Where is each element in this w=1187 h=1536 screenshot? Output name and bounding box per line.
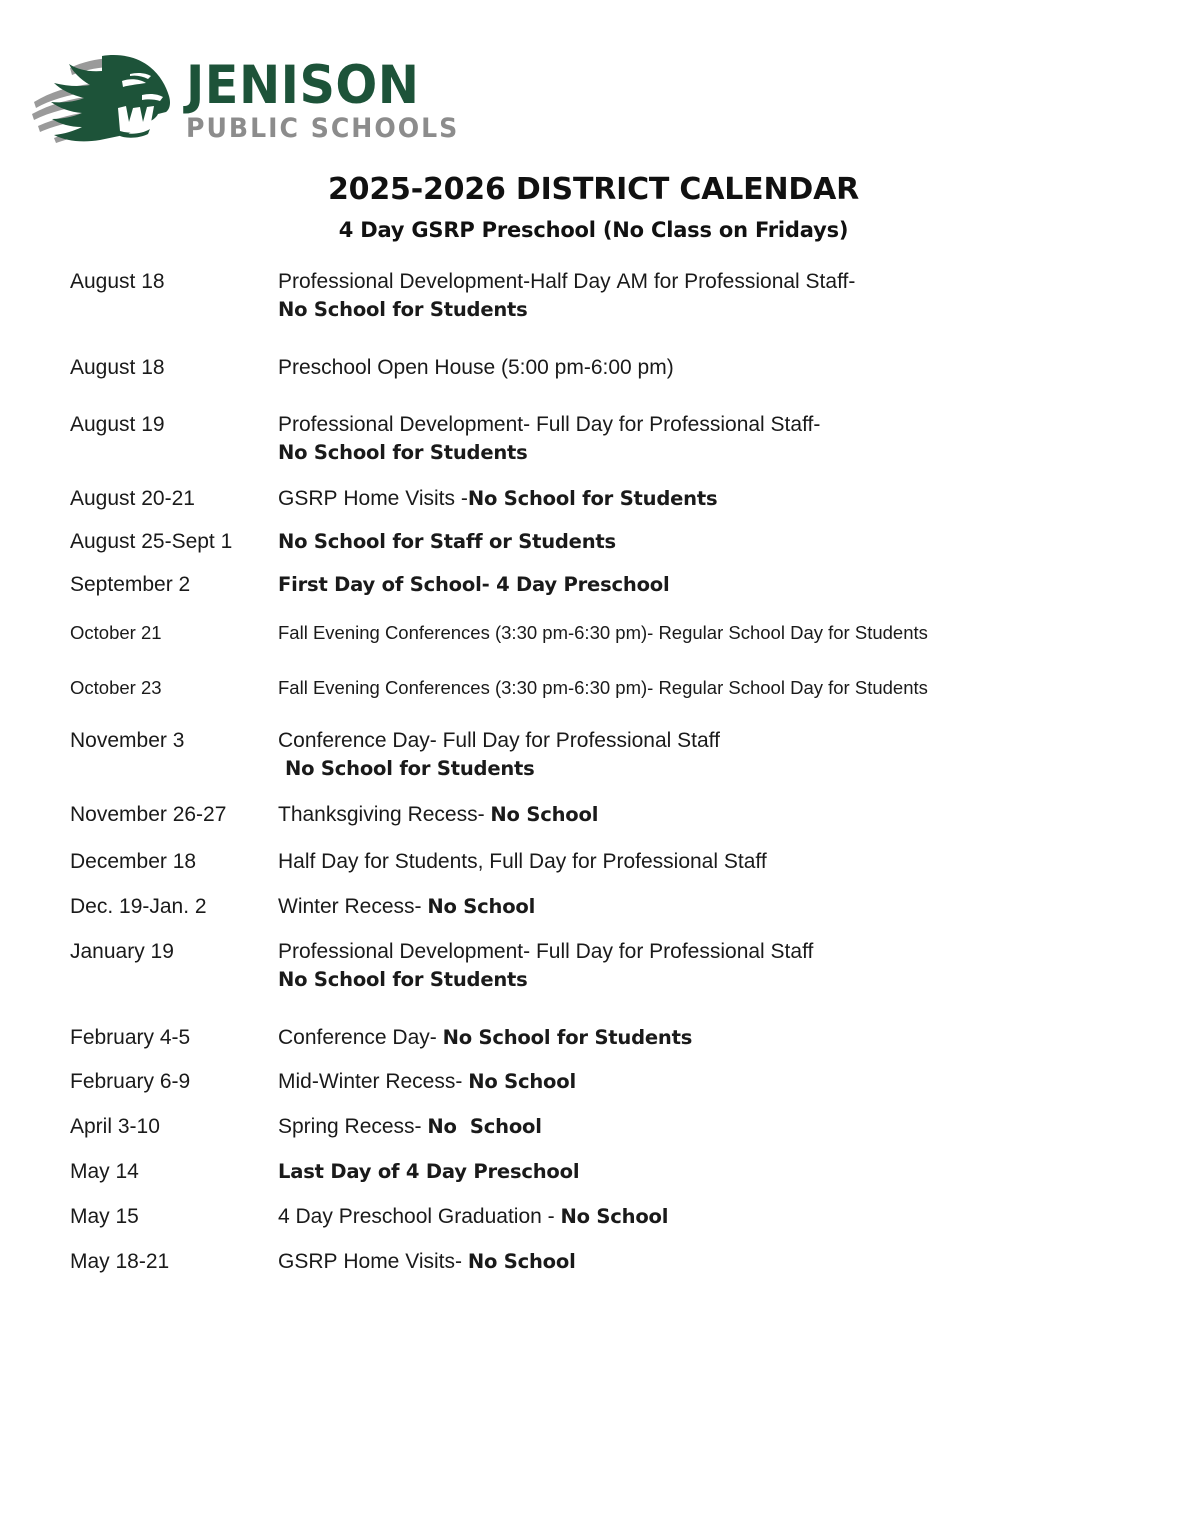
calendar-row-description: GSRP Home Visits -No School for Students bbox=[278, 486, 718, 510]
calendar-row-description: Thanksgiving Recess- No School bbox=[278, 802, 599, 826]
calendar-row-emphasis: No School bbox=[467, 1250, 576, 1274]
calendar-row-description: Winter Recess- No School bbox=[278, 894, 536, 918]
calendar-row bbox=[0, 620, 1187, 646]
calendar-row-description: Half Day for Students, Full Day for Professional Staff bbox=[278, 849, 767, 873]
calendar-row bbox=[0, 938, 1187, 994]
calendar-row-date: August 18 bbox=[70, 355, 165, 379]
calendar-row bbox=[0, 727, 1187, 783]
calendar-row-date: August 19 bbox=[70, 412, 165, 436]
calendar-row-date: September 2 bbox=[70, 572, 191, 596]
calendar-row-emphasis: No School for Students bbox=[442, 1025, 693, 1049]
calendar-row bbox=[0, 848, 1187, 877]
calendar-row-date: August 25-Sept 1 bbox=[70, 529, 233, 553]
district-logo bbox=[30, 48, 474, 153]
calendar-row-emphasis: Last Day of 4 Day Preschool bbox=[278, 1160, 580, 1184]
calendar-row-date: February 6-9 bbox=[70, 1070, 191, 1094]
calendar-row bbox=[0, 1113, 1187, 1142]
jenison-wildcat-head-icon bbox=[30, 48, 180, 153]
calendar-row bbox=[0, 411, 1187, 467]
calendar-row-date: December 18 bbox=[70, 849, 197, 873]
calendar-row bbox=[0, 893, 1187, 922]
logo-wordmark: JENISON bbox=[186, 54, 420, 116]
calendar-row-emphasis: No School bbox=[468, 1070, 576, 1094]
calendar-row-date: October 21 bbox=[70, 621, 162, 643]
calendar-row-emphasis: No School bbox=[560, 1205, 669, 1229]
calendar-row-description: Mid-Winter Recess- No School bbox=[278, 1070, 576, 1094]
calendar-row-emphasis: No School bbox=[490, 802, 599, 826]
calendar-row-description: Conference Day- Full Day for Professional Staff No School for Students bbox=[278, 727, 1187, 783]
calendar-row-date: February 4-5 bbox=[70, 1025, 191, 1049]
calendar-row-description: Fall Evening Conferences (3:30 pm-6:30 pm)- Regular School Day for Students bbox=[278, 621, 928, 643]
calendar-row-date: Dec. 19-Jan. 2 bbox=[70, 894, 207, 918]
calendar-row bbox=[0, 354, 1187, 383]
page-subtitle: 4 Day GSRP Preschool (No Class on Fridays) bbox=[338, 218, 849, 242]
calendar-row-description: GSRP Home Visits- No School bbox=[278, 1250, 576, 1274]
calendar-row bbox=[0, 268, 1187, 324]
calendar-row-date: November 26-27 bbox=[70, 802, 227, 826]
calendar-row-date: May 15 bbox=[70, 1205, 139, 1229]
calendar-row-emphasis: No School for Students bbox=[285, 756, 535, 780]
calendar-row-description: 4 Day Preschool Graduation - No School bbox=[278, 1205, 669, 1229]
calendar-row-description bbox=[278, 1158, 1187, 1187]
calendar-row bbox=[0, 1158, 1187, 1187]
calendar-row-description: Preschool Open House (5:00 pm-6:00 pm) bbox=[278, 355, 674, 379]
page-title: 2025-2026 DISTRICT CALENDAR bbox=[328, 172, 859, 207]
logo-subtitle: PUBLIC SCHOOLS bbox=[186, 112, 460, 144]
calendar-row-emphasis: No School for Students bbox=[467, 486, 718, 510]
calendar-row bbox=[0, 675, 1187, 701]
calendar-row-description: Professional Development-Half Day AM for Professional Staff- No School for Students bbox=[278, 268, 1187, 324]
calendar-row-emphasis: No School bbox=[427, 894, 536, 918]
calendar-row-date: October 23 bbox=[70, 677, 162, 699]
calendar-row-emphasis: First Day of School- 4 Day Preschool bbox=[278, 572, 670, 596]
calendar-row-date: May 18-21 bbox=[70, 1250, 170, 1274]
calendar-row-description: Conference Day- No School for Students bbox=[278, 1025, 693, 1049]
calendar-row-description: Professional Development- Full Day for Professional Staff- No School for Students bbox=[278, 411, 1187, 467]
calendar-row-description bbox=[278, 528, 1187, 557]
calendar-row-date: April 3-10 bbox=[70, 1115, 160, 1139]
calendar-row-emphasis: No School for Staff or Students bbox=[278, 529, 616, 553]
calendar-row bbox=[0, 801, 1187, 830]
calendar-row-description: Spring Recess- No School bbox=[278, 1115, 542, 1139]
calendar-row bbox=[0, 528, 1187, 557]
calendar-row-date: November 3 bbox=[70, 728, 185, 752]
calendar-row-date: January 19 bbox=[70, 939, 174, 963]
calendar-row-date: August 20-21 bbox=[70, 486, 195, 510]
calendar-row-emphasis: No School bbox=[427, 1115, 542, 1139]
calendar-row bbox=[0, 1203, 1187, 1232]
calendar-row-date: August 18 bbox=[70, 270, 165, 293]
calendar-row-description: Fall Evening Conferences (3:30 pm-6:30 pm)- Regular School Day for Students bbox=[278, 677, 928, 699]
calendar-row-date: May 14 bbox=[70, 1160, 139, 1184]
calendar-entry-list bbox=[0, 268, 1187, 1277]
calendar-row-emphasis: No School for Students bbox=[278, 440, 528, 464]
calendar-row-emphasis: No School for Students bbox=[278, 967, 528, 991]
calendar-row bbox=[0, 1024, 1187, 1053]
calendar-row bbox=[0, 1248, 1187, 1277]
calendar-row bbox=[0, 485, 1187, 514]
calendar-row bbox=[0, 1068, 1187, 1097]
calendar-row-emphasis: No School for Students bbox=[278, 297, 528, 321]
calendar-row bbox=[0, 571, 1187, 600]
calendar-row-description: Professional Development- Full Day for Professional Staff No School for Students bbox=[278, 938, 1187, 994]
calendar-row-description bbox=[278, 571, 1187, 600]
